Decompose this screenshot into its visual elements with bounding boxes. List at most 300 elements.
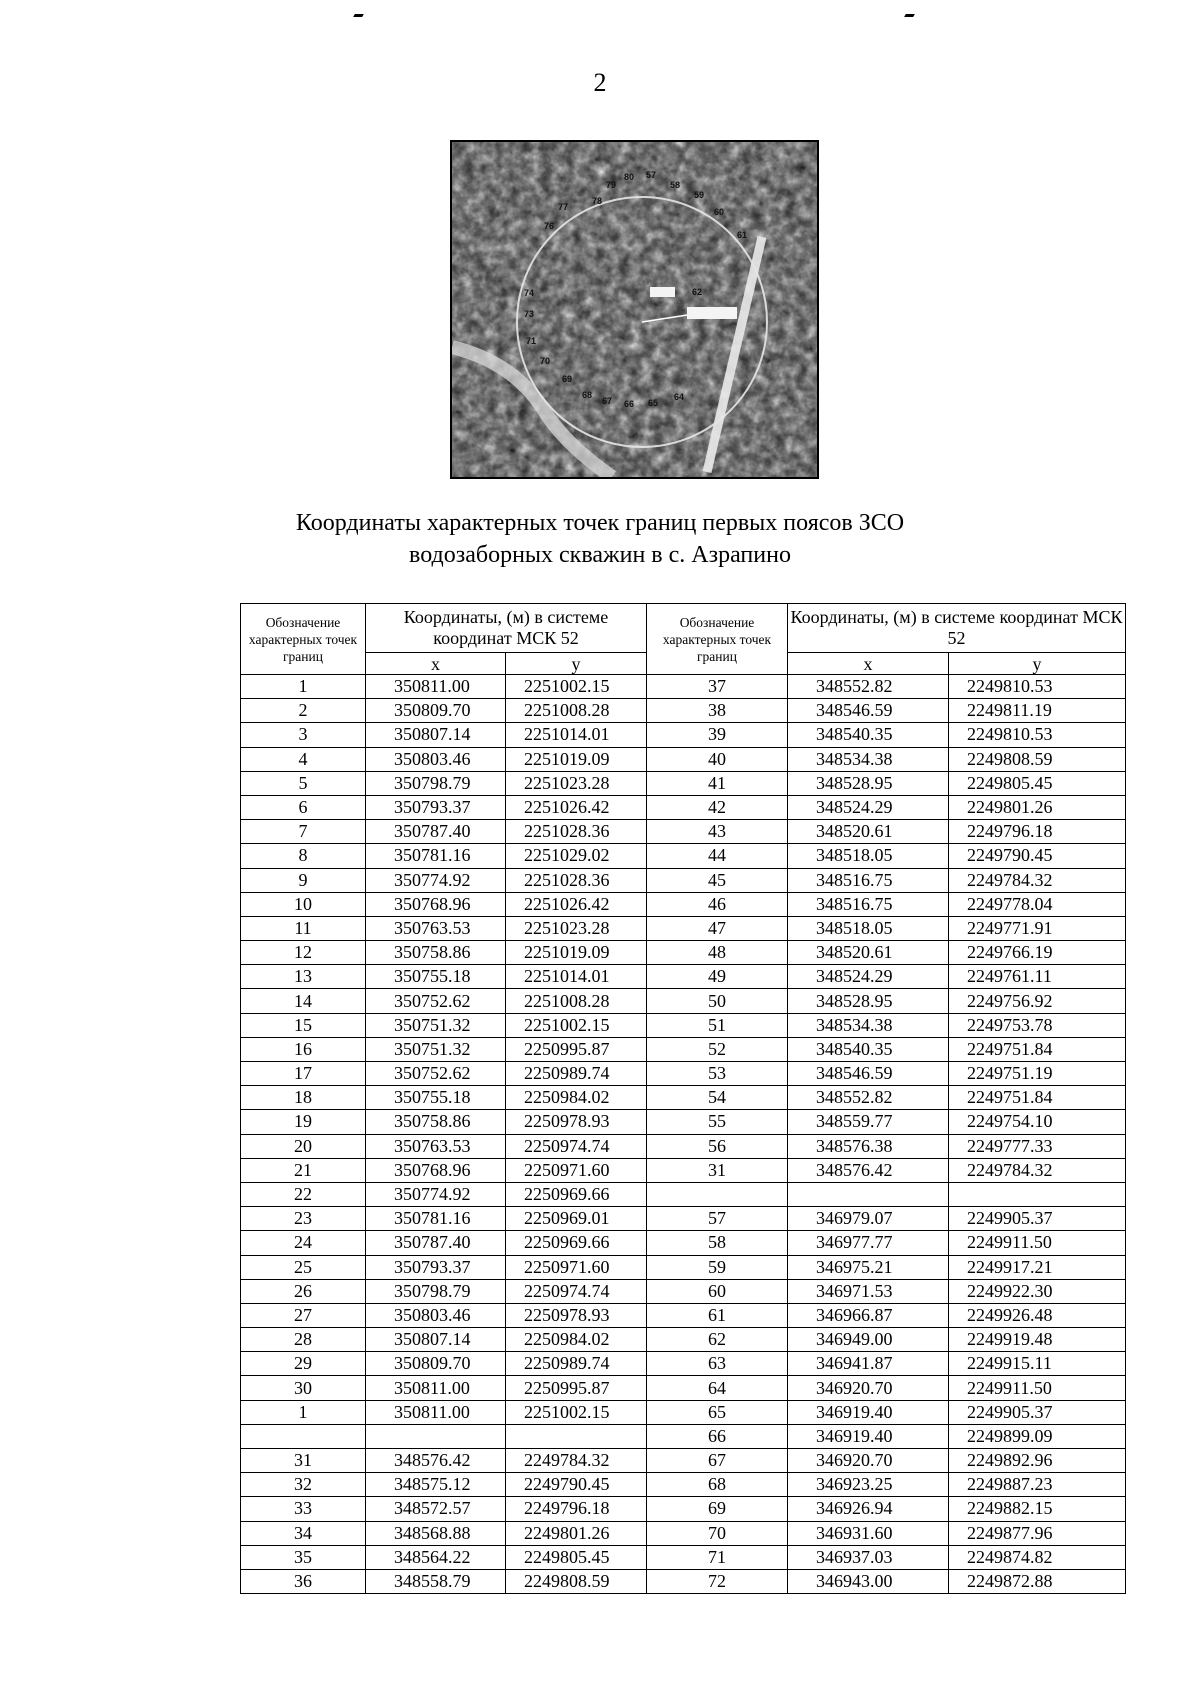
- cell-y-right: 2249805.45: [949, 771, 1126, 795]
- cell-x-left: 350763.53: [366, 1134, 506, 1158]
- cell-y-right: 2249754.10: [949, 1110, 1126, 1134]
- cell-x-right: 348534.38: [788, 747, 949, 771]
- cell-y-left: 2251002.15: [506, 1013, 647, 1037]
- cell-x-left: 350803.46: [366, 747, 506, 771]
- cell-y-right: 2249778.04: [949, 892, 1126, 916]
- map-point-label: 65: [648, 398, 659, 408]
- cell-y-left: 2251002.15: [506, 1400, 647, 1424]
- cell-y-right: 2249877.96: [949, 1521, 1126, 1545]
- cell-x-left: 350811.00: [366, 1376, 506, 1400]
- cell-x-left: 350781.16: [366, 1207, 506, 1231]
- cell-point-left: 3: [241, 723, 366, 747]
- cell-x-left: 348568.88: [366, 1521, 506, 1545]
- cell-point-right: 63: [647, 1352, 788, 1376]
- map-point-label: 57: [646, 170, 657, 180]
- cell-y-right: 2249784.32: [949, 868, 1126, 892]
- cell-y-left: 2250984.02: [506, 1328, 647, 1352]
- cell-y-left: 2250971.60: [506, 1255, 647, 1279]
- table-row: [241, 1158, 1126, 1182]
- cell-y-left: 2249801.26: [506, 1521, 647, 1545]
- cell-x-right: 346931.60: [788, 1521, 949, 1545]
- map-point-label: 68: [582, 390, 593, 400]
- cell-x-right: 348559.77: [788, 1110, 949, 1134]
- map-point-label: 70: [540, 356, 551, 366]
- cell-x-left: 350752.62: [366, 989, 506, 1013]
- cell-x-right: 348576.42: [788, 1158, 949, 1182]
- table-row: [241, 771, 1126, 795]
- cell-x-right: 348546.59: [788, 1062, 949, 1086]
- cell-x-right: 346926.94: [788, 1497, 949, 1521]
- cell-y-left: 2250984.02: [506, 1086, 647, 1110]
- table-row: [241, 1376, 1126, 1400]
- header-point-right: Обозначение характерных точек границ: [647, 604, 788, 675]
- cell-x-right: 348518.05: [788, 916, 949, 940]
- map-point-label: 77: [558, 202, 569, 212]
- cell-x-right: 346941.87: [788, 1352, 949, 1376]
- table-row: [241, 1424, 1126, 1448]
- table-row: [241, 916, 1126, 940]
- cell-point-left: 16: [241, 1037, 366, 1061]
- cell-x-left: 350793.37: [366, 795, 506, 819]
- cell-point-right: 67: [647, 1449, 788, 1473]
- cell-point-right: 57: [647, 1207, 788, 1231]
- cell-point-right: 70: [647, 1521, 788, 1545]
- cell-point-left: 11: [241, 916, 366, 940]
- table-row: [241, 1545, 1126, 1569]
- cell-point-left: 10: [241, 892, 366, 916]
- cell-y-right: 2249796.18: [949, 820, 1126, 844]
- cell-x-left: 350811.00: [366, 675, 506, 699]
- cell-y-left: 2249790.45: [506, 1473, 647, 1497]
- table-row: [241, 941, 1126, 965]
- table-body: [241, 675, 1126, 1594]
- cell-y-left: 2249784.32: [506, 1449, 647, 1473]
- cell-y-right: 2249911.50: [949, 1231, 1126, 1255]
- cell-point-left: 19: [241, 1110, 366, 1134]
- cell-y-right: 2249801.26: [949, 795, 1126, 819]
- cell-y-left: 2251028.36: [506, 820, 647, 844]
- cell-y-left: 2251008.28: [506, 699, 647, 723]
- cell-y-right: 2249872.88: [949, 1569, 1126, 1593]
- cell-point-right: 55: [647, 1110, 788, 1134]
- cell-x-right: 346943.00: [788, 1569, 949, 1593]
- cell-x-right: 346949.00: [788, 1328, 949, 1352]
- cell-point-right: 39: [647, 723, 788, 747]
- cell-x-right: 348520.61: [788, 820, 949, 844]
- table-row: [241, 1062, 1126, 1086]
- cell-y-right: 2249922.30: [949, 1279, 1126, 1303]
- cell-x-right: 346920.70: [788, 1376, 949, 1400]
- cell-point-right: 65: [647, 1400, 788, 1424]
- cell-point-right: 31: [647, 1158, 788, 1182]
- cell-x-right: 346975.21: [788, 1255, 949, 1279]
- cell-point-right: 53: [647, 1062, 788, 1086]
- table-row: [241, 1134, 1126, 1158]
- table-row: [241, 1521, 1126, 1545]
- cell-y-left: 2250995.87: [506, 1376, 647, 1400]
- cell-point-right: 71: [647, 1545, 788, 1569]
- cell-point-left: 15: [241, 1013, 366, 1037]
- cell-x-right: 348524.29: [788, 795, 949, 819]
- cell-point-left: 25: [241, 1255, 366, 1279]
- table-row: [241, 1231, 1126, 1255]
- cell-y-right: 2249905.37: [949, 1400, 1126, 1424]
- table-row: [241, 1473, 1126, 1497]
- cell-y-right: 2249915.11: [949, 1352, 1126, 1376]
- table-row: [241, 1449, 1126, 1473]
- cell-x-right: 348528.95: [788, 989, 949, 1013]
- cell-point-left: [241, 1424, 366, 1448]
- cell-x-right: 346920.70: [788, 1449, 949, 1473]
- map-point-label: 59: [694, 190, 705, 200]
- header-coords-right: Координаты, (м) в системе координат МСК 52: [788, 604, 1126, 653]
- cell-y-right: 2249911.50: [949, 1376, 1126, 1400]
- cell-y-left: 2249796.18: [506, 1497, 647, 1521]
- cell-x-right: 348534.38: [788, 1013, 949, 1037]
- cell-x-left: 350755.18: [366, 1086, 506, 1110]
- header-y-right: y: [949, 653, 1126, 675]
- cell-point-right: 43: [647, 820, 788, 844]
- cell-x-left: 350798.79: [366, 771, 506, 795]
- cell-y-left: 2249808.59: [506, 1569, 647, 1593]
- table-row: [241, 868, 1126, 892]
- cell-point-left: 22: [241, 1182, 366, 1206]
- cell-y-right: 2249892.96: [949, 1449, 1126, 1473]
- cell-x-left: 350768.96: [366, 892, 506, 916]
- table-row: [241, 1037, 1126, 1061]
- cell-y-left: 2251008.28: [506, 989, 647, 1013]
- cell-y-left: 2250978.93: [506, 1110, 647, 1134]
- cell-point-left: 21: [241, 1158, 366, 1182]
- cell-x-left: 350752.62: [366, 1062, 506, 1086]
- cell-point-right: 60: [647, 1279, 788, 1303]
- cell-x-right: 348552.82: [788, 1086, 949, 1110]
- cell-y-left: 2251028.36: [506, 868, 647, 892]
- cell-y-left: 2251019.09: [506, 747, 647, 771]
- cell-y-right: [949, 1182, 1126, 1206]
- table-row: [241, 675, 1126, 699]
- cell-x-right: 346977.77: [788, 1231, 949, 1255]
- table-row: [241, 1497, 1126, 1521]
- map-point-label: 71: [526, 336, 537, 346]
- table-row: [241, 1303, 1126, 1327]
- table-row: [241, 820, 1126, 844]
- cell-x-left: 350793.37: [366, 1255, 506, 1279]
- cell-x-left: 350787.40: [366, 1231, 506, 1255]
- cell-y-left: 2251014.01: [506, 723, 647, 747]
- cell-x-left: 350758.86: [366, 941, 506, 965]
- cell-point-left: 6: [241, 795, 366, 819]
- cell-x-left: 350774.92: [366, 1182, 506, 1206]
- table-row: [241, 1110, 1126, 1134]
- cell-y-left: 2251002.15: [506, 675, 647, 699]
- cell-point-right: 69: [647, 1497, 788, 1521]
- cell-point-left: 18: [241, 1086, 366, 1110]
- map-point-label: 76: [544, 221, 555, 231]
- header-y-left: y: [506, 653, 647, 675]
- cell-point-right: 59: [647, 1255, 788, 1279]
- cell-x-left: 350809.70: [366, 699, 506, 723]
- cell-y-right: 2249905.37: [949, 1207, 1126, 1231]
- cell-x-left: 350803.46: [366, 1303, 506, 1327]
- cell-point-left: 34: [241, 1521, 366, 1545]
- map-point-label: 66: [624, 399, 635, 409]
- cell-y-left: 2250974.74: [506, 1134, 647, 1158]
- cell-x-right: 348546.59: [788, 699, 949, 723]
- cell-y-left: 2250995.87: [506, 1037, 647, 1061]
- cell-x-left: 350758.86: [366, 1110, 506, 1134]
- table-row: [241, 892, 1126, 916]
- cell-point-left: 4: [241, 747, 366, 771]
- cell-x-right: [788, 1182, 949, 1206]
- cell-point-left: 23: [241, 1207, 366, 1231]
- cell-x-left: 350798.79: [366, 1279, 506, 1303]
- cell-x-right: 346971.53: [788, 1279, 949, 1303]
- map-point-label: 62: [692, 287, 703, 297]
- cell-point-left: 26: [241, 1279, 366, 1303]
- table-row: [241, 1207, 1126, 1231]
- cell-point-left: 32: [241, 1473, 366, 1497]
- cell-x-right: 348524.29: [788, 965, 949, 989]
- cell-point-right: [647, 1182, 788, 1206]
- cell-y-left: 2251014.01: [506, 965, 647, 989]
- cell-y-right: 2249766.19: [949, 941, 1126, 965]
- cell-x-left: 350807.14: [366, 723, 506, 747]
- cell-x-right: 348552.82: [788, 675, 949, 699]
- cell-y-left: 2250989.74: [506, 1352, 647, 1376]
- cell-y-right: 2249751.19: [949, 1062, 1126, 1086]
- table-row: [241, 795, 1126, 819]
- cell-point-right: 38: [647, 699, 788, 723]
- cell-y-left: 2250978.93: [506, 1303, 647, 1327]
- table-row: [241, 1400, 1126, 1424]
- cell-point-left: 30: [241, 1376, 366, 1400]
- cell-point-left: 13: [241, 965, 366, 989]
- header-x-right: x: [788, 653, 949, 675]
- map-point-label: 74: [524, 288, 535, 298]
- cell-point-right: 42: [647, 795, 788, 819]
- cell-point-right: 40: [647, 747, 788, 771]
- cell-y-left: 2251026.42: [506, 892, 647, 916]
- cell-y-right: 2249811.19: [949, 699, 1126, 723]
- cell-x-left: 350751.32: [366, 1037, 506, 1061]
- map-point-label: 61: [737, 230, 748, 240]
- table-row: [241, 1569, 1126, 1593]
- cell-point-right: 46: [647, 892, 788, 916]
- cell-y-right: 2249874.82: [949, 1545, 1126, 1569]
- cell-point-right: 50: [647, 989, 788, 1013]
- cell-y-right: 2249919.48: [949, 1328, 1126, 1352]
- map-point-label: 79: [606, 180, 617, 190]
- cell-x-left: 350751.32: [366, 1013, 506, 1037]
- cell-y-right: 2249771.91: [949, 916, 1126, 940]
- cell-point-left: 31: [241, 1449, 366, 1473]
- cell-x-left: [366, 1424, 506, 1448]
- table-row: [241, 1013, 1126, 1037]
- cell-y-right: 2249810.53: [949, 723, 1126, 747]
- table-title-line2: водозаборных скважин в с. Азрапино: [409, 542, 791, 568]
- cell-point-right: 56: [647, 1134, 788, 1158]
- table-row: [241, 699, 1126, 723]
- cell-x-left: 348576.42: [366, 1449, 506, 1473]
- cell-point-right: 58: [647, 1231, 788, 1255]
- cell-point-left: 27: [241, 1303, 366, 1327]
- map-point-label: 80: [624, 172, 635, 182]
- table-row: [241, 989, 1126, 1013]
- map-point-label: 69: [562, 374, 573, 384]
- table-row: [241, 1352, 1126, 1376]
- cell-point-right: 41: [647, 771, 788, 795]
- map-point-label: 60: [714, 207, 725, 217]
- cell-x-left: 350809.70: [366, 1352, 506, 1376]
- cell-y-left: 2249805.45: [506, 1545, 647, 1569]
- cell-y-right: 2249808.59: [949, 747, 1126, 771]
- cell-y-left: 2250969.66: [506, 1182, 647, 1206]
- cell-point-right: 54: [647, 1086, 788, 1110]
- cell-x-left: 348572.57: [366, 1497, 506, 1521]
- cell-x-left: 348564.22: [366, 1545, 506, 1569]
- cell-x-right: 348540.35: [788, 723, 949, 747]
- cell-y-left: 2251019.09: [506, 941, 647, 965]
- cell-y-right: 2249751.84: [949, 1086, 1126, 1110]
- cell-x-left: 350755.18: [366, 965, 506, 989]
- cell-point-left: 1: [241, 1400, 366, 1424]
- cell-y-left: 2250974.74: [506, 1279, 647, 1303]
- cell-x-left: 350768.96: [366, 1158, 506, 1182]
- cell-x-left: 350763.53: [366, 916, 506, 940]
- cell-y-left: 2251026.42: [506, 795, 647, 819]
- map-point-label: 64: [674, 392, 685, 402]
- cell-point-left: 17: [241, 1062, 366, 1086]
- cell-x-right: 346979.07: [788, 1207, 949, 1231]
- cell-y-right: 2249790.45: [949, 844, 1126, 868]
- page-number: 2: [593, 68, 607, 97]
- cell-y-left: [506, 1424, 647, 1448]
- cell-y-right: 2249777.33: [949, 1134, 1126, 1158]
- cell-y-right: 2249784.32: [949, 1158, 1126, 1182]
- map-point-label: 78: [592, 196, 603, 206]
- table-row: [241, 965, 1126, 989]
- cell-y-left: 2251023.28: [506, 771, 647, 795]
- cell-point-right: 48: [647, 941, 788, 965]
- cell-point-right: 62: [647, 1328, 788, 1352]
- cell-y-right: 2249753.78: [949, 1013, 1126, 1037]
- table-row: [241, 1182, 1126, 1206]
- cell-x-left: 350811.00: [366, 1400, 506, 1424]
- cell-y-right: 2249810.53: [949, 675, 1126, 699]
- cell-y-right: 2249887.23: [949, 1473, 1126, 1497]
- header-point-left: Обозначение характерных точек границ: [241, 604, 366, 675]
- cell-y-left: 2250969.01: [506, 1207, 647, 1231]
- cell-point-left: 7: [241, 820, 366, 844]
- cell-point-right: 68: [647, 1473, 788, 1497]
- scan-mark-right: [904, 14, 915, 17]
- cell-point-left: 2: [241, 699, 366, 723]
- cell-x-right: 348516.75: [788, 892, 949, 916]
- cell-y-right: 2249761.11: [949, 965, 1126, 989]
- cell-y-left: 2250969.66: [506, 1231, 647, 1255]
- table-row: [241, 1279, 1126, 1303]
- cell-x-right: 348528.95: [788, 771, 949, 795]
- table-title-line1: Координаты характерных точек границ первых поясов ЗСО: [295, 510, 905, 536]
- cell-point-right: 64: [647, 1376, 788, 1400]
- cell-y-left: 2251023.28: [506, 916, 647, 940]
- map-point-label: 67: [602, 396, 613, 406]
- cell-point-left: 1: [241, 675, 366, 699]
- cell-point-right: 37: [647, 675, 788, 699]
- cell-x-right: 348520.61: [788, 941, 949, 965]
- map-point-label: 73: [524, 309, 535, 319]
- cell-point-left: 8: [241, 844, 366, 868]
- cell-x-right: 348576.38: [788, 1134, 949, 1158]
- table-row: [241, 844, 1126, 868]
- cell-y-right: 2249751.84: [949, 1037, 1126, 1061]
- cell-point-left: 36: [241, 1569, 366, 1593]
- table-row: [241, 1086, 1126, 1110]
- cell-point-right: 47: [647, 916, 788, 940]
- cell-point-right: 44: [647, 844, 788, 868]
- cell-point-left: 12: [241, 941, 366, 965]
- header-x-left: x: [366, 653, 506, 675]
- cell-y-right: 2249882.15: [949, 1497, 1126, 1521]
- cell-point-left: 24: [241, 1231, 366, 1255]
- cell-x-left: 348575.12: [366, 1473, 506, 1497]
- coordinates-table: [240, 603, 1126, 1594]
- cell-y-left: 2251029.02: [506, 844, 647, 868]
- table-row: [241, 1328, 1126, 1352]
- cell-point-left: 9: [241, 868, 366, 892]
- cell-point-right: 61: [647, 1303, 788, 1327]
- cell-x-right: 348516.75: [788, 868, 949, 892]
- cell-y-right: 2249917.21: [949, 1255, 1126, 1279]
- cell-point-right: 52: [647, 1037, 788, 1061]
- cell-x-left: 350781.16: [366, 844, 506, 868]
- cell-point-right: 45: [647, 868, 788, 892]
- cell-point-left: 5: [241, 771, 366, 795]
- cell-x-right: 346923.25: [788, 1473, 949, 1497]
- cell-y-left: 2250989.74: [506, 1062, 647, 1086]
- scan-mark-left: [353, 14, 364, 17]
- cell-x-right: 346919.40: [788, 1424, 949, 1448]
- table-row: [241, 747, 1126, 771]
- cell-x-right: 348518.05: [788, 844, 949, 868]
- table-row: [241, 723, 1126, 747]
- cell-x-right: 346919.40: [788, 1400, 949, 1424]
- cell-point-right: 51: [647, 1013, 788, 1037]
- cell-x-left: 350787.40: [366, 820, 506, 844]
- cell-x-left: 350807.14: [366, 1328, 506, 1352]
- cell-point-right: 49: [647, 965, 788, 989]
- cell-point-left: 28: [241, 1328, 366, 1352]
- cell-y-right: 2249899.09: [949, 1424, 1126, 1448]
- cell-point-left: 29: [241, 1352, 366, 1376]
- cell-y-right: 2249926.48: [949, 1303, 1126, 1327]
- cell-point-right: 66: [647, 1424, 788, 1448]
- aerial-map-image: [450, 140, 819, 479]
- cell-point-left: 35: [241, 1545, 366, 1569]
- cell-point-left: 33: [241, 1497, 366, 1521]
- cell-point-left: 20: [241, 1134, 366, 1158]
- cell-x-right: 346966.87: [788, 1303, 949, 1327]
- header-coords-left: Координаты, (м) в системе координат МСК 52: [366, 604, 647, 653]
- table-row: [241, 1255, 1126, 1279]
- cell-y-right: 2249756.92: [949, 989, 1126, 1013]
- cell-point-right: 72: [647, 1569, 788, 1593]
- map-point-label: 58: [670, 180, 681, 190]
- cell-x-left: 348558.79: [366, 1569, 506, 1593]
- cell-x-right: 348540.35: [788, 1037, 949, 1061]
- cell-point-left: 14: [241, 989, 366, 1013]
